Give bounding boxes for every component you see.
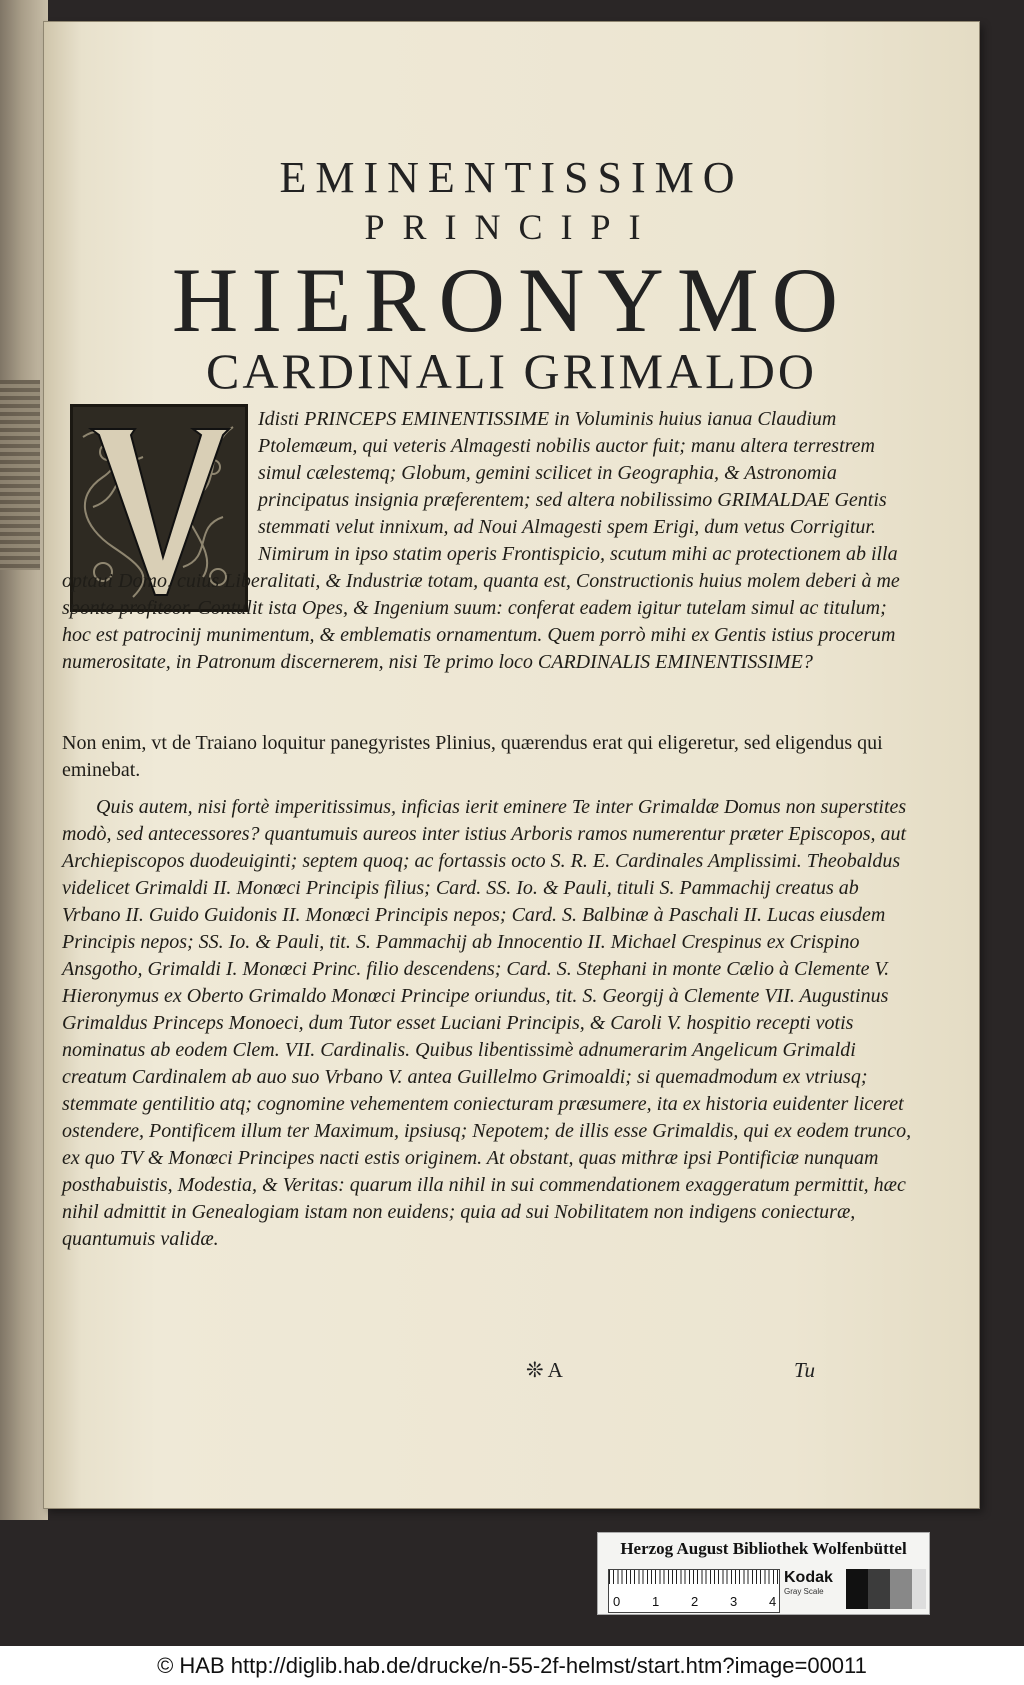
ruler-number: 4 <box>769 1594 777 1609</box>
gray-patch-dark <box>868 1569 890 1609</box>
heading-line-2: PRINCIPI <box>364 207 659 247</box>
catchword: Tu <box>794 1358 816 1382</box>
adjacent-page-illustration <box>0 380 40 570</box>
page-text <box>44 22 979 1508</box>
gray-patch-black <box>846 1569 868 1609</box>
gray-patch-mid <box>890 1569 912 1609</box>
ruler-number: 3 <box>730 1594 738 1609</box>
paragraph-1-ending: Non enim, vt de Traiano loquitur panegyristes Plinius, quærendus erat qui eligeretur, sed eligendus qui eminebat. <box>62 732 883 781</box>
copyright-footer: © HAB http://diglib.hab.de/drucke/n-55-2f-helmst/start.htm?image=00011 <box>0 1646 1024 1685</box>
adjacent-page-edge <box>0 0 48 1520</box>
scale-ruler <box>608 1569 780 1613</box>
signature-mark: ❊ A <box>526 1358 563 1382</box>
kodak-brand: Kodak <box>784 1569 833 1586</box>
ruler-number: 0 <box>613 1594 621 1609</box>
kodak-gray-scale-label <box>784 1569 840 1611</box>
paragraph-1-opening: Idisti PRINCEPS EMINENTISSIME in Voluminis huius ianua Claudium Ptolemæum, qui veteris Almagesti nobilis auctor fuit; manu altera terrestrem simul cælestemq; Globum, gemini scilicet in Geographia, & Astronomia principatus insignia præferentem; sed altera nobilissimo GRIMALDAE Gentis stemmati velut innixum, ad Noui Almagesti spem Erigi, dum vetus Corrigitur. Nimirum in ipso statim operis Frontispicio, scutum mihi ac protectionem ab illa <box>258 408 898 565</box>
kodak-subtitle: Gray Scale <box>784 1587 824 1596</box>
paragraph-1-continued: optaui Domo, cuius Liberalitati, & Industriæ totam, quanta est, Constructionis huius molem deberi à me sponte profiteor. Contulit ista Opes, & Ingenium suum: conferat eadem igitur tutelam simul ac titulum; hoc est patrocinij munimentum, & emblematis ornamentum. Quem porrò mihi ex Gentis istius procerum numerositate, in Patronum discernerem, nisi Te primo loco CARDINALIS EMINENTISSIME? <box>62 570 900 673</box>
ruler-numbers <box>613 1594 779 1610</box>
heading-line-4: CARDINALI GRIMALDO <box>206 343 817 399</box>
paragraph-2: Quis autem, nisi fortè imperitissimus, inficias ierit eminere Te inter Grimaldæ Domus non superstites modò, sed antecessores? quantumuis aureos inter istius Arboris ramos numerentur præter Episcopos, aut Archiepiscopos duodeuiginti; septem quoq; ac fortassis octo S. R. E. Cardinales Amplissimi. Theobaldus videlicet Grimaldi II. Monœci Principis filius; Card. SS. Io. & Pauli, tituli S. Pammachij creatus ab Vrbano II. Guido Guidonis II. Monœci Principis nepos; Card. S. Balbinæ à Paschali II. Lucas eiusdem Principis nepos; SS. Io. & Pauli, tit. S. Pammachij ab Innocentio II. Michael Crespinus ex Crispino Ansgotho, Grimaldi I. Monœci Princ. filio descendens; Card. S. Stephani in monte Cælio à Clemente V. Hieronymus ex Oberto Grimaldo Monœci Principe oriundus, tit. S. Georgij à Clemente VII. Augustinus Grimaldus Princeps Monoeci, dum Tutor esset Luciani Principis, & Caroli V. hospitio recepti votis nominatus ab eodem Clem. VII. Cardinalis. Quibus libentissimè adnumerarim Angelicum Grimaldi creatum Cardinalem ab auo suo Vrbano V. antea Guillelmo Grimoaldi; si quemadmodum ex vtriusq; stemmate gentilitio atq; cognomine vehementem coniecturam præsumere, ita ex historia euidenter liceret ostendere, Pontificem illum ter Maximum, ipsiusq; Nepotem; de illis esse Grimaldis, qui ex eodem trunco, ex quo TV & Monœci Principes nacti estis originem. At obstant, quas mithræ ipsi Pontificiæ nunquam posthabuistis, Modestia, & Veritas: quarum illa nihil in sui commendationem exaggeratum permittit, hæc nihil admittit in Genealogiam istam non euidens; quia ad sui Nobilitatem non indigens coniecturæ, quantumuis validæ. <box>62 796 912 1250</box>
library-color-target <box>597 1532 930 1615</box>
ruler-number: 2 <box>691 1594 699 1609</box>
gray-patch-light <box>912 1569 926 1609</box>
heading-line-3: HIERONYMO <box>171 249 852 351</box>
ruler-ticks <box>609 1570 779 1584</box>
book-page <box>44 22 979 1508</box>
library-name: Herzog August Bibliothek Wolfenbüttel <box>620 1539 907 1558</box>
ruler-number: 1 <box>652 1594 660 1609</box>
heading-line-1: EMINENTISSIMO <box>279 153 744 202</box>
